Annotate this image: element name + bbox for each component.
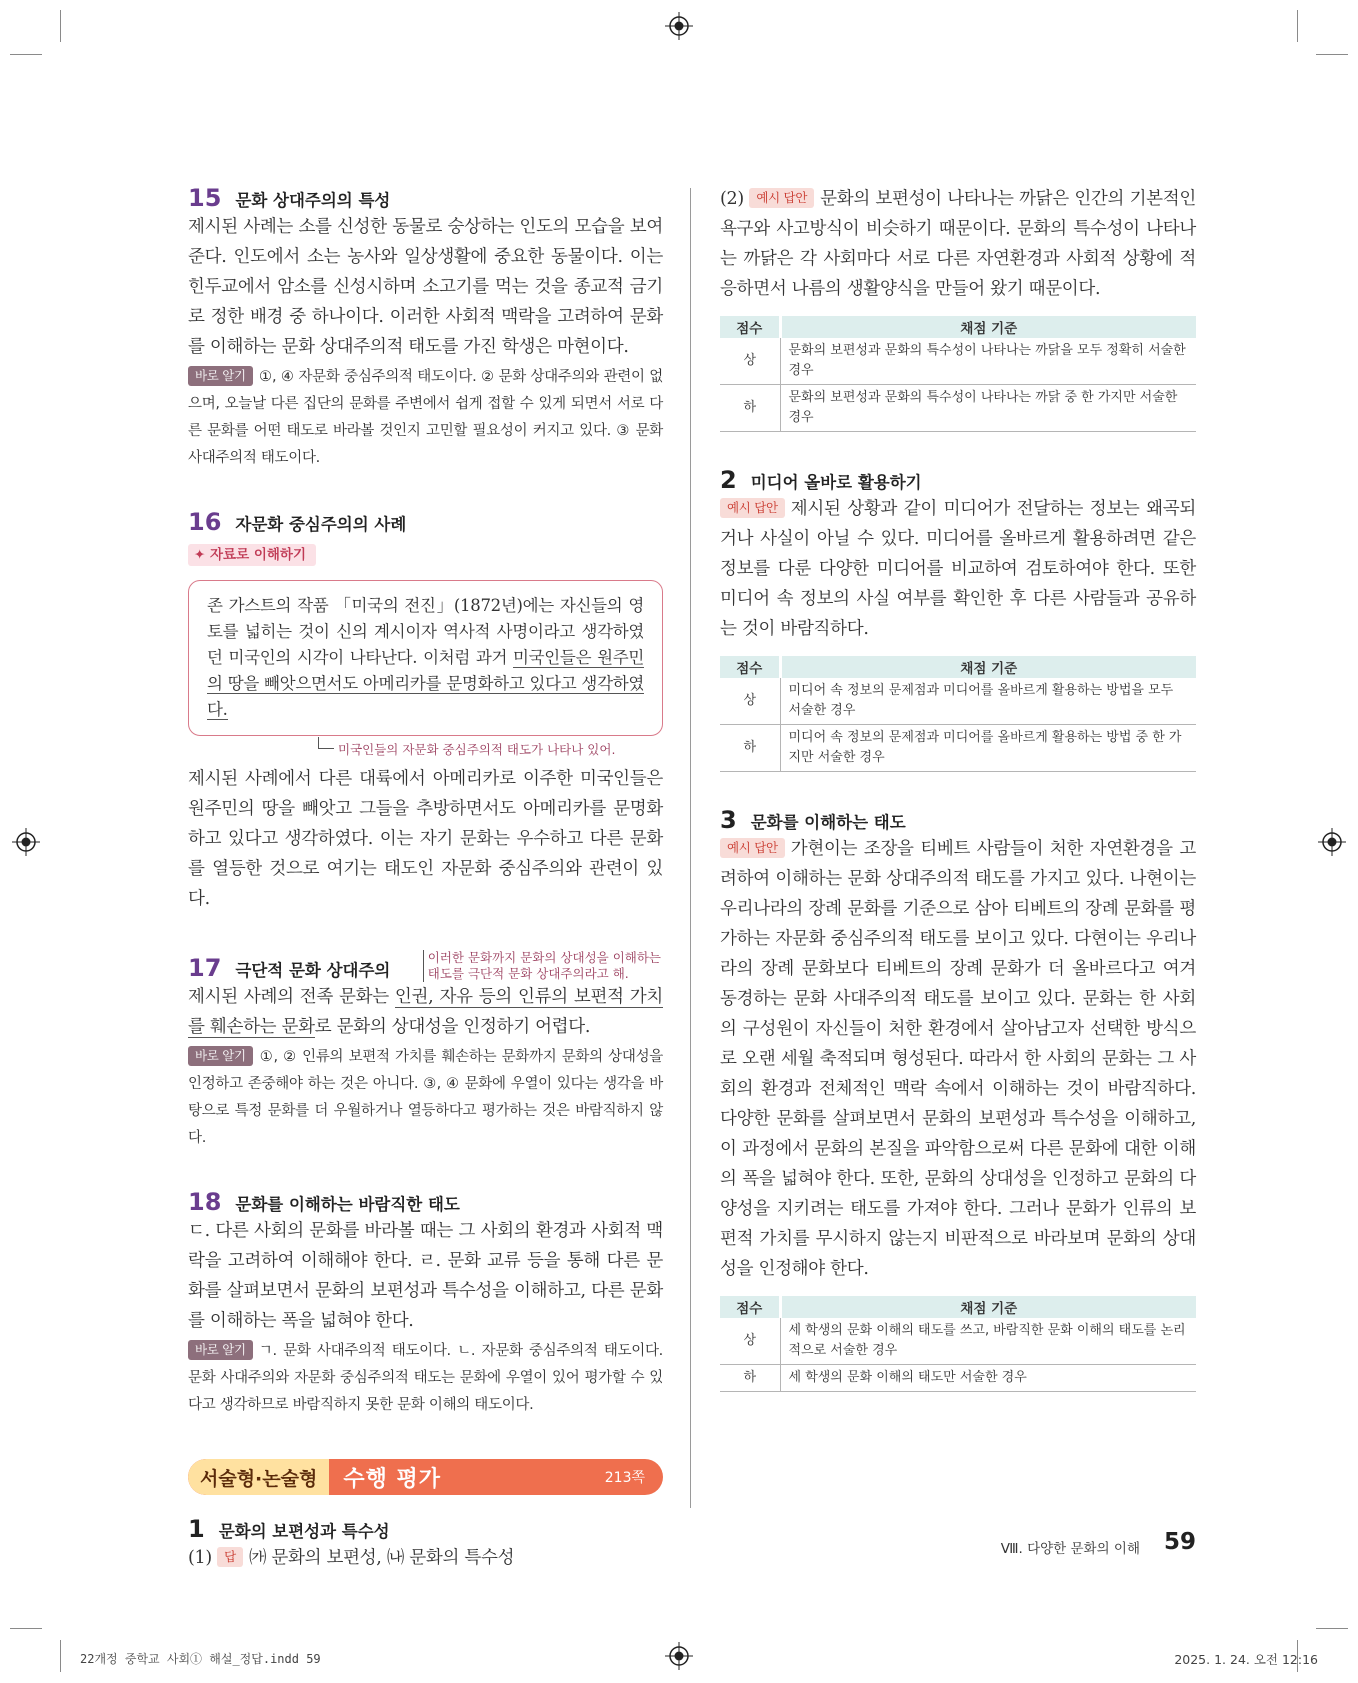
question-1-part-2 [720, 184, 1196, 432]
answer-text: 문화의 보편성이 나타나는 까닭은 인간의 기본적인 욕구와 사고방식이 비슷하기 때문이다. 문화의 특수성이 나타나는 까닭은 각 사회마다 서로 다른 자연환경과 사회적 상황에 적응하면서 나름의 생활양식을 만들어 왔기 때문이다. [720, 189, 1196, 299]
correction-tag: 바로 알기 [188, 366, 253, 386]
table-row [720, 725, 1196, 772]
answer-tag: 예시 답안 [720, 498, 785, 518]
answer-prefix: (2) [720, 189, 744, 209]
body-pre: 제시된 사례의 전족 문화는 [188, 987, 395, 1007]
table-row [720, 1318, 1196, 1365]
section-title: 자문화 중심주의의 사례 [235, 515, 407, 534]
question-1 [188, 1515, 663, 1573]
section-body [188, 982, 663, 1042]
banner-label-title: 수행 평가 [343, 1466, 442, 1492]
performance-banner [188, 1459, 663, 1495]
question-title: 문화의 보편성과 특수성 [218, 1522, 390, 1541]
section-title: 문화 상대주의의 특성 [235, 191, 391, 210]
chapter-label: Ⅷ. 다양한 문화의 이해 [1000, 1541, 1140, 1557]
score-level: 상 [720, 678, 780, 725]
annotation-text: 미국인들의 자문화 중심주의적 태도가 나타나 있어. [338, 742, 616, 757]
banner-label-type: 서술형·논술형 [188, 1459, 329, 1495]
question-2 [720, 466, 1196, 772]
registration-mark-icon [1318, 828, 1346, 856]
scoring-table [720, 1296, 1196, 1392]
answer-text: 제시된 상황과 같이 미디어가 전달하는 정보는 왜곡되거나 사실이 아닐 수 있다. 미디어를 올바르게 활용하려면 같은 정보를 다룬 다양한 미디어를 비교하여 검토하여야 한다. 또한 미디어 속 정보의 사실 여부를 확인한 후 다른 사람들과 공유하는 것이 바람직하다. [720, 499, 1196, 639]
registration-mark-icon [665, 12, 693, 40]
question-number: 3 [720, 806, 737, 834]
score-criterion: 세 학생의 문화 이해의 태도를 쓰고, 바람직한 문화 이해의 태도를 논리적으로 서술한 경우 [780, 1318, 1196, 1365]
crop-mark [1316, 1628, 1348, 1629]
answer-body [720, 834, 1196, 1284]
correction-note [188, 1338, 663, 1419]
section-17 [188, 950, 663, 1152]
body-underlined: 인권, 자유 등의 인류의 보편적 가치를 훼손하는 문화 [188, 987, 663, 1037]
table-header: 채점 기준 [780, 1296, 1196, 1318]
answer-text: 가현이는 조장을 티베트 사람들이 처한 자연환경을 고려하여 이해하는 문화 상대주의적 태도를 가지고 있다. 나현이는 우리나라의 장례 문화를 기준으로 삼아 티베트의 장례 문화를 평가하는 자문화 중심주의적 태도를 보이고 있다. 다현이는 우리나라의 장례 문화보다 티베트의 장례 문화가 더 올바르다고 여겨 동경하는 문화 사대주의적 태도를 보이고 있다. 문화는 한 사회의 구성원이 자신들이 처한 환경에서 살아남고자 선택한 방식으로 오랜 세월 축적되며 형성된다. 따라서 한 사회의 문화는 그 사회의 환경과 전체적인 맥락 속에서 이해하는 것이 바람직하다. 다양한 문화를 살펴보면서 문화의 보편성과 특수성을 이해하고, 이 과정에서 문화의 본질을 파악함으로써 다른 문화에 대한 이해의 폭을 넓혀야 한다. 또한, 문화의 상대성을 인정하고 문화의 다양성을 지키려는 태도를 가져야 한다. 그러나 문화가 인류의 보편적 가치를 무시하지 않는지 비판적으로 바라보며 문화의 상대성을 인정해야 한다. [720, 839, 1196, 1279]
table-header: 점수 [720, 316, 780, 338]
answer-text: ㈎ 문화의 보편성, ㈏ 문화의 특수성 [248, 1548, 515, 1568]
resource-tag-row [188, 544, 663, 566]
correction-note [188, 1044, 663, 1152]
question-title: 문화를 이해하는 태도 [750, 813, 906, 832]
answer-line [188, 1543, 663, 1573]
resource-tag [188, 544, 316, 566]
table-row [720, 678, 1196, 725]
annotation-line: 태도를 극단적 문화 상대주의라고 해. [427, 966, 629, 981]
answer-tag: 답 [217, 1547, 243, 1567]
answer-body [720, 184, 1196, 304]
crop-mark [1316, 54, 1348, 55]
print-slug-date: 2025. 1. 24. 오전 12:16 [1174, 1652, 1318, 1667]
score-level: 하 [720, 385, 780, 432]
answer-tag: 예시 답안 [749, 188, 814, 208]
quote-text-pre: 존 가스트의 작품 「미국의 전진」(1872년)에는 자신들의 영토를 넓히는 것이 신의 계시이자 역사적 사명이라고 생각하였던 미국인의 시각이 나타난다. 이처럼 과거 [207, 596, 644, 667]
section-header [188, 184, 663, 212]
table-row [720, 385, 1196, 432]
annotation-line: 이러한 문화까지 문화의 상대성을 이해하는 [427, 950, 661, 965]
section-header [188, 1188, 663, 1216]
quote-annotation [318, 740, 663, 758]
table-header: 채점 기준 [780, 316, 1196, 338]
banner-page-ref: 213쪽 [604, 1470, 645, 1486]
score-criterion: 문화의 보편성과 문화의 특수성이 나타나는 까닭 중 한 가지만 서술한 경우 [780, 385, 1196, 432]
section-number: 16 [188, 508, 222, 536]
page-number: 59 [1163, 1529, 1196, 1555]
question-header [720, 466, 1196, 494]
section-body: 제시된 사례에서 다른 대륙에서 아메리카로 이주한 미국인들은 원주민의 땅을 빼앗고 그들을 추방하면서도 아메리카를 문명화하고 있다고 생각하였다. 이는 자기 문화는 우수하고 다른 문화를 열등한 것으로 여기는 태도인 자문화 중심주의와 관련이 있다. [188, 769, 663, 909]
score-criterion: 미디어 속 정보의 문제점과 미디어를 올바르게 활용하는 방법 중 한 가지만 서술한 경우 [780, 725, 1196, 772]
question-3 [720, 806, 1196, 1392]
section-body: ㄷ. 다른 사회의 문화를 바라볼 때는 그 사회의 환경과 사회적 맥락을 고려하여 이해해야 한다. ㄹ. 문화 교류 등을 통해 다른 문화를 살펴보면서 문화의 보편성과 특수성을 이해하고, 다른 문화를 이해하는 폭을 넓혀야 한다. [188, 1221, 663, 1331]
correction-text: ①, ② 인류의 보편적 가치를 훼손하는 문화까지 문화의 상대성을 인정하고 존중해야 하는 것은 아니다. ③, ④ 문화에 우열이 있다는 생각을 바탕으로 특정 문화를 더 우월하거나 열등하다고 평가하는 것은 바람직하지 않다. [188, 1049, 663, 1146]
crop-mark [60, 10, 61, 42]
section-header [188, 508, 663, 536]
column-divider [690, 188, 691, 1508]
side-annotation [423, 950, 661, 982]
score-level: 상 [720, 1318, 780, 1365]
question-header [720, 806, 1196, 834]
scoring-table [720, 316, 1196, 432]
score-criterion: 문화의 보편성과 문화의 특수성이 나타나는 까닭을 모두 정확히 서술한 경우 [780, 338, 1196, 385]
score-criterion: 세 학생의 문화 이해의 태도만 서술한 경우 [780, 1365, 1196, 1392]
annotation-connector [318, 737, 334, 749]
section-header [188, 954, 390, 982]
quote-text-underlined: 미국인들은 원주민의 땅을 빼앗으면서도 아메리카를 문명화하고 있다고 생각하였다. [207, 648, 644, 719]
crop-mark [10, 54, 42, 55]
answer-tag: 예시 답안 [720, 838, 785, 858]
print-slug-file: 22개정 중학교 사회① 해설_정답.indd 59 [80, 1652, 321, 1666]
answer-prefix: (1) [188, 1548, 212, 1568]
answer-body [720, 494, 1196, 644]
section-number: 15 [188, 184, 222, 212]
body-post: 로 문화의 상대성을 인정하기 어렵다. [314, 1017, 591, 1037]
quote-text [207, 593, 644, 723]
registration-mark-icon [665, 1642, 693, 1670]
quote-box [188, 580, 663, 736]
resource-tag-label: 자료로 이해하기 [210, 547, 307, 563]
correction-text: ①, ④ 자문화 중심주의적 태도이다. ② 문화 상대주의와 관련이 없으며, 오늘날 다른 집단의 문화를 주변에서 쉽게 접할 수 있게 되면서 서로 다른 문화를 어떤 태도로 바라볼 것인지 고민할 필요성이 커지고 있다. ③ 문화 사대주의적 태도이다. [188, 369, 663, 466]
section-16 [188, 508, 663, 914]
section-18 [188, 1188, 663, 1419]
correction-text: ㄱ. 문화 사대주의적 태도이다. ㄴ. 자문화 중심주의적 태도이다. 문화 사대주의와 자문화 중심주의적 태도는 문화에 우열이 있어 평가할 수 있다고 생각하므로 바람직하지 못한 문화 이해의 태도이다. [188, 1343, 663, 1413]
section-title: 문화를 이해하는 바람직한 태도 [235, 1195, 460, 1214]
score-level: 하 [720, 725, 780, 772]
section-title: 극단적 문화 상대주의 [235, 961, 391, 980]
correction-tag: 바로 알기 [188, 1340, 253, 1360]
section-15 [188, 184, 663, 472]
score-level: 상 [720, 338, 780, 385]
table-header: 채점 기준 [780, 656, 1196, 678]
table-header: 점수 [720, 656, 780, 678]
right-column [720, 184, 1196, 1392]
section-header-row [188, 950, 663, 982]
registration-mark-icon [12, 828, 40, 856]
table-row [720, 1365, 1196, 1392]
question-header [188, 1515, 663, 1543]
table-header: 점수 [720, 1296, 780, 1318]
question-number: 2 [720, 466, 737, 494]
sparkle-icon: ✦ [194, 547, 206, 563]
correction-note [188, 364, 663, 472]
crop-mark [60, 1640, 61, 1672]
score-level: 하 [720, 1365, 780, 1392]
crop-mark [1297, 10, 1298, 42]
left-column [188, 184, 663, 1573]
section-body: 제시된 사례는 소를 신성한 동물로 숭상하는 인도의 모습을 보여 준다. 인도에서 소는 농사와 일상생활에 중요한 동물이다. 이는 힌두교에서 암소를 신성시하며 소고기를 먹는 것을 종교적 금기로 정한 배경 중 하나이다. 이러한 사회적 맥락을 고려하여 문화를 이해하는 문화 상대주의적 태도를 가진 학생은 마현이다. [188, 217, 663, 357]
question-title: 미디어 올바로 활용하기 [750, 473, 922, 492]
correction-tag: 바로 알기 [188, 1046, 253, 1066]
section-number: 17 [188, 954, 222, 982]
table-row [720, 338, 1196, 385]
crop-mark [10, 1628, 42, 1629]
question-number: 1 [188, 1515, 205, 1543]
section-number: 18 [188, 1188, 222, 1216]
scoring-table [720, 656, 1196, 772]
score-criterion: 미디어 속 정보의 문제점과 미디어를 올바르게 활용하는 방법을 모두 서술한 경우 [780, 678, 1196, 725]
